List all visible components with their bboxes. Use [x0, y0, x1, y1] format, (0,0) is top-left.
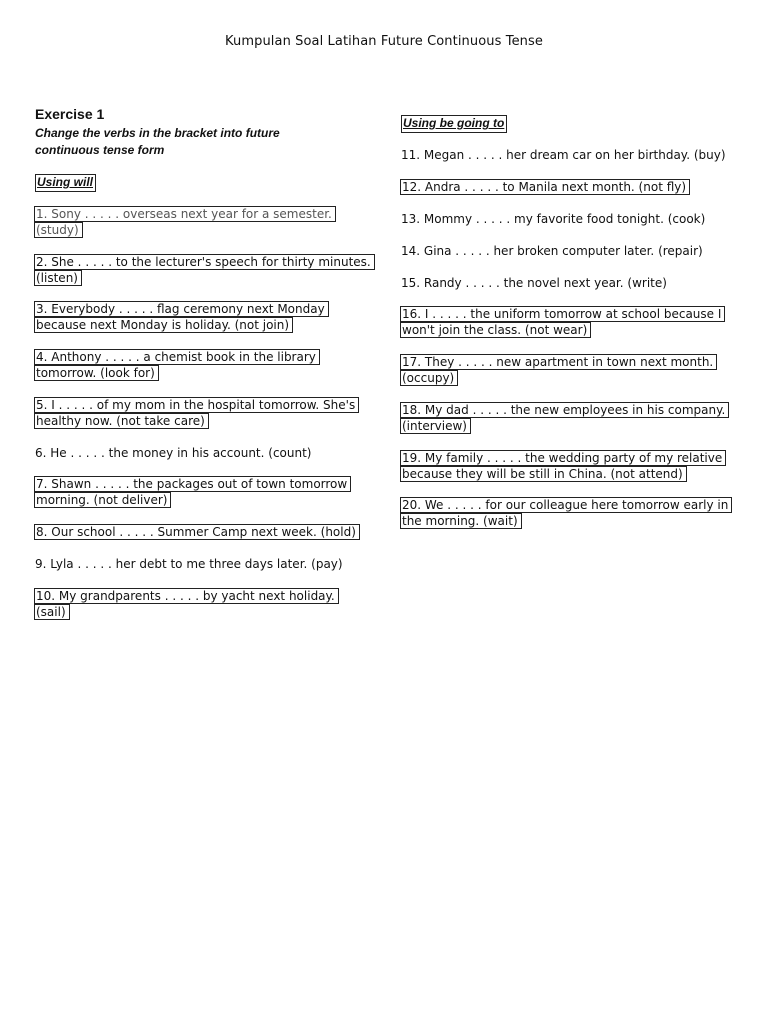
question-17: [401, 354, 717, 386]
question-12-line-1: 12. Andra . . . . . to Manila next month. (not fly): [400, 179, 690, 195]
question-19-line-1: 19. My family . . . . . the wedding party of my relative: [400, 450, 726, 466]
question-15: [401, 275, 670, 291]
question-17-line-2: (occupy): [400, 370, 458, 386]
question-16-line-1: 16. I . . . . . the uniform tomorrow at school because I: [400, 306, 725, 322]
question-13: [401, 211, 708, 227]
question-19-line-2: because they will be still in China. (not attend): [400, 466, 687, 482]
question-7: [35, 476, 351, 508]
question-3-line-1: 3. Everybody . . . . . flag ceremony next Monday: [34, 301, 329, 317]
exercise-title: Exercise 1: [35, 106, 105, 122]
section-label-will: Using will: [35, 174, 96, 192]
question-8: [35, 524, 360, 540]
question-1-line-1: 1. Sony . . . . . overseas next year for a semester.: [34, 206, 336, 222]
question-19: [401, 450, 726, 482]
question-18-line-1: 18. My dad . . . . . the new employees in his company.: [400, 402, 729, 418]
question-5-line-1: 5. I . . . . . of my mom in the hospital tomorrow. She's: [34, 397, 359, 413]
exercise-instruction: [35, 125, 335, 159]
question-10-line-2: (sail): [34, 604, 70, 620]
instruction-line-1: Change the verbs in the bracket into future: [35, 126, 280, 140]
page-title: Kumpulan Soal Latihan Future Continuous Tense: [225, 34, 543, 49]
question-16: [401, 306, 725, 338]
question-10-line-1: 10. My grandparents . . . . . by yacht next holiday.: [34, 588, 339, 604]
question-14-line-1: 14. Gina . . . . . her broken computer later. (repair): [401, 244, 703, 258]
question-16-line-2: won't join the class. (not wear): [400, 322, 591, 338]
question-7-line-1: 7. Shawn . . . . . the packages out of town tomorrow: [34, 476, 351, 492]
question-3: [35, 301, 329, 333]
question-14: [401, 243, 706, 259]
question-4-line-1: 4. Anthony . . . . . a chemist book in the library: [34, 349, 320, 365]
question-4-line-2: tomorrow. (look for): [34, 365, 159, 381]
question-20: [401, 497, 732, 529]
question-11: [401, 147, 729, 163]
question-3-line-2: because next Monday is holiday. (not join): [34, 317, 293, 333]
question-11-line-1: 11. Megan . . . . . her dream car on her birthday. (buy): [401, 148, 726, 162]
question-12: [401, 179, 690, 195]
question-5: [35, 397, 359, 429]
question-5-line-2: healthy now. (not take care): [34, 413, 209, 429]
question-20-line-2: the morning. (wait): [400, 513, 522, 529]
question-6: [35, 445, 315, 461]
question-2-line-1: 2. She . . . . . to the lecturer's speech for thirty minutes.: [34, 254, 375, 270]
question-10: [35, 588, 339, 620]
question-20-line-1: 20. We . . . . . for our colleague here tomorrow early in: [400, 497, 732, 513]
question-4: [35, 349, 320, 381]
question-13-line-1: 13. Mommy . . . . . my favorite food tonight. (cook): [401, 212, 706, 226]
question-6-line-1: 6. He . . . . . the money in his account. (count): [35, 446, 312, 460]
question-18: [401, 402, 729, 434]
question-18-line-2: (interview): [400, 418, 471, 434]
question-2-line-2: (listen): [34, 270, 82, 286]
question-15-line-1: 15. Randy . . . . . the novel next year. (write): [401, 276, 667, 290]
question-1: [35, 206, 336, 238]
question-17-line-1: 17. They . . . . . new apartment in town next month.: [400, 354, 717, 370]
question-7-line-2: morning. (not deliver): [34, 492, 171, 508]
question-9-line-1: 9. Lyla . . . . . her debt to me three days later. (pay): [35, 557, 343, 571]
question-9: [35, 556, 346, 572]
question-1-line-2: (study): [34, 222, 83, 238]
section-label-be-going-to: Using be going to: [401, 115, 507, 133]
question-2: [35, 254, 375, 286]
question-8-line-1: 8. Our school . . . . . Summer Camp next week. (hold): [34, 524, 360, 540]
instruction-line-2: continuous tense form: [35, 143, 165, 157]
